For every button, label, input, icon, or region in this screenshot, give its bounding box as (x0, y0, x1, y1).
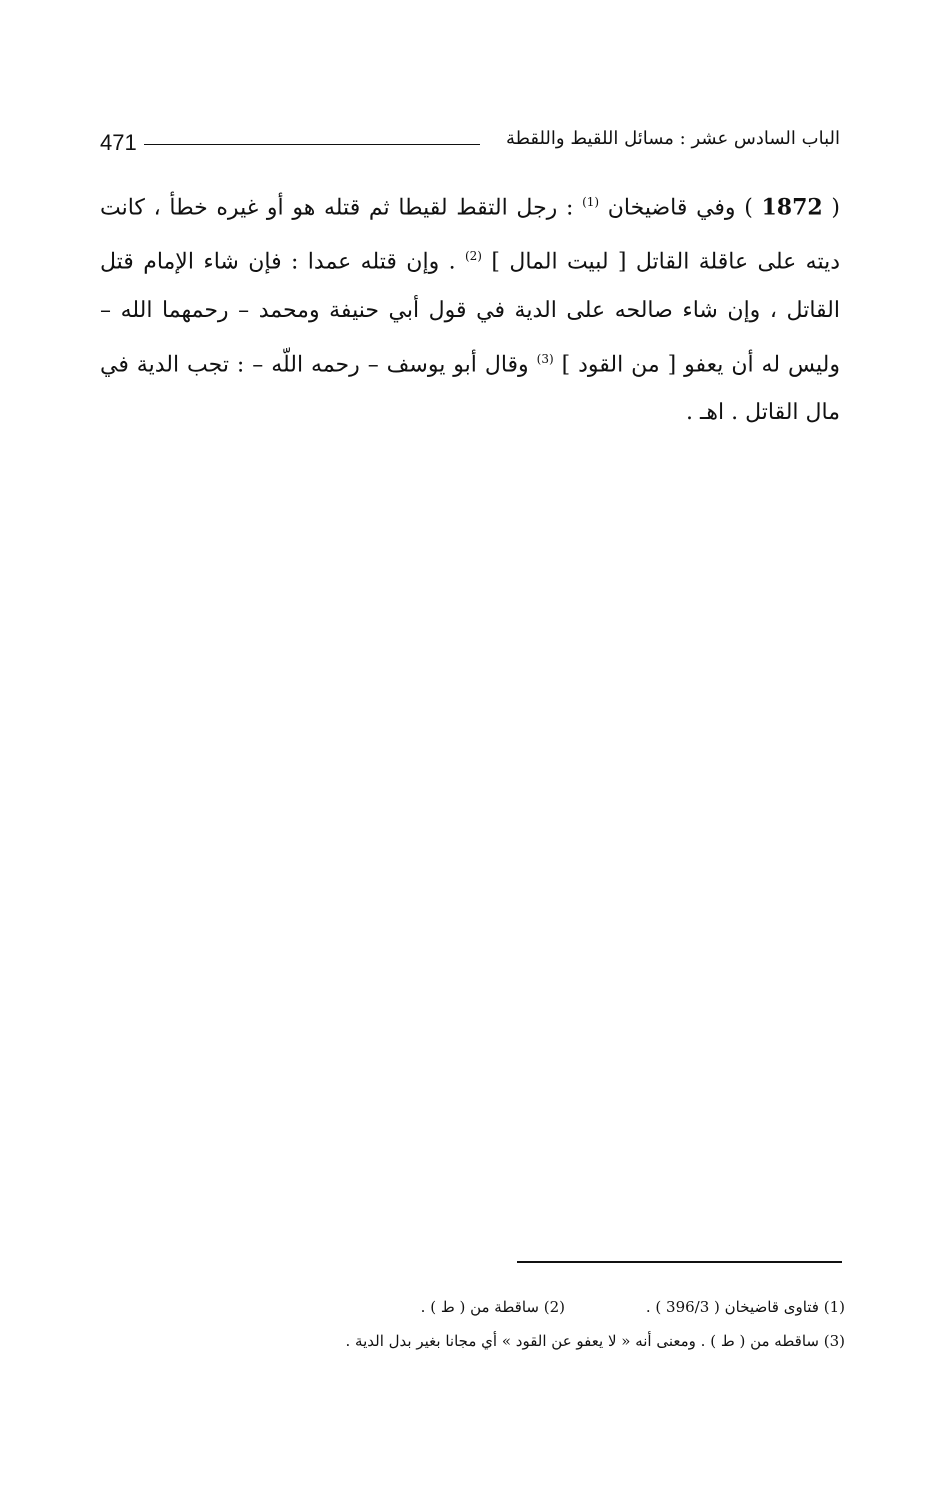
footnote-separator (517, 1261, 842, 1263)
footnote-ref-3: (3) (536, 351, 554, 366)
text-run: وقال أبو يوسف – رحمه اللّه – : تجب الدية في مال القاتل . اهـ . (100, 351, 840, 425)
footnote-row (100, 1290, 845, 1324)
footnote-3: (3) ساقطه من ( ط ) . ومعنى أنه « لا يعفو عن القود » أي مجانا بغير بدل الدية . (345, 1332, 845, 1350)
footnote-1: (1) فتاوى قاضيخان ( 396/3 ) . (645, 1298, 845, 1316)
page-number: 471 (100, 130, 137, 155)
text-run: . وإن قتله عمدا : فإن شاء الإمام قتل القاتل ، وإن شاء صالحه على الدية في قول أبي حنيفة ومحمد – رحمهما الله – وليس له أن يعفو [ من القود ] (100, 249, 841, 377)
entry-number: 1872 (761, 194, 823, 221)
header-rule (144, 144, 480, 145)
body-paragraph (100, 178, 840, 437)
footnotes (100, 1290, 845, 1358)
footnote-ref-2: (2) (464, 249, 482, 264)
text-run: ( (822, 195, 841, 221)
chapter-title: الباب السادس عشر : مسائل اللقيط واللقطة (505, 128, 840, 149)
footnote-ref-1: (1) (582, 195, 600, 209)
text-run: ) وفي قاضيخان (599, 195, 762, 221)
page-header (100, 128, 840, 162)
text-run: : رجل التقط لقيطا ثم قتله هو أو غيره خطأ ، كانت ديته على عاقلة القاتل [ لبيت المال ] (100, 195, 841, 275)
footnote-row (100, 1324, 845, 1358)
footnote-2: (2) ساقطة من ( ط ) . (420, 1298, 565, 1316)
